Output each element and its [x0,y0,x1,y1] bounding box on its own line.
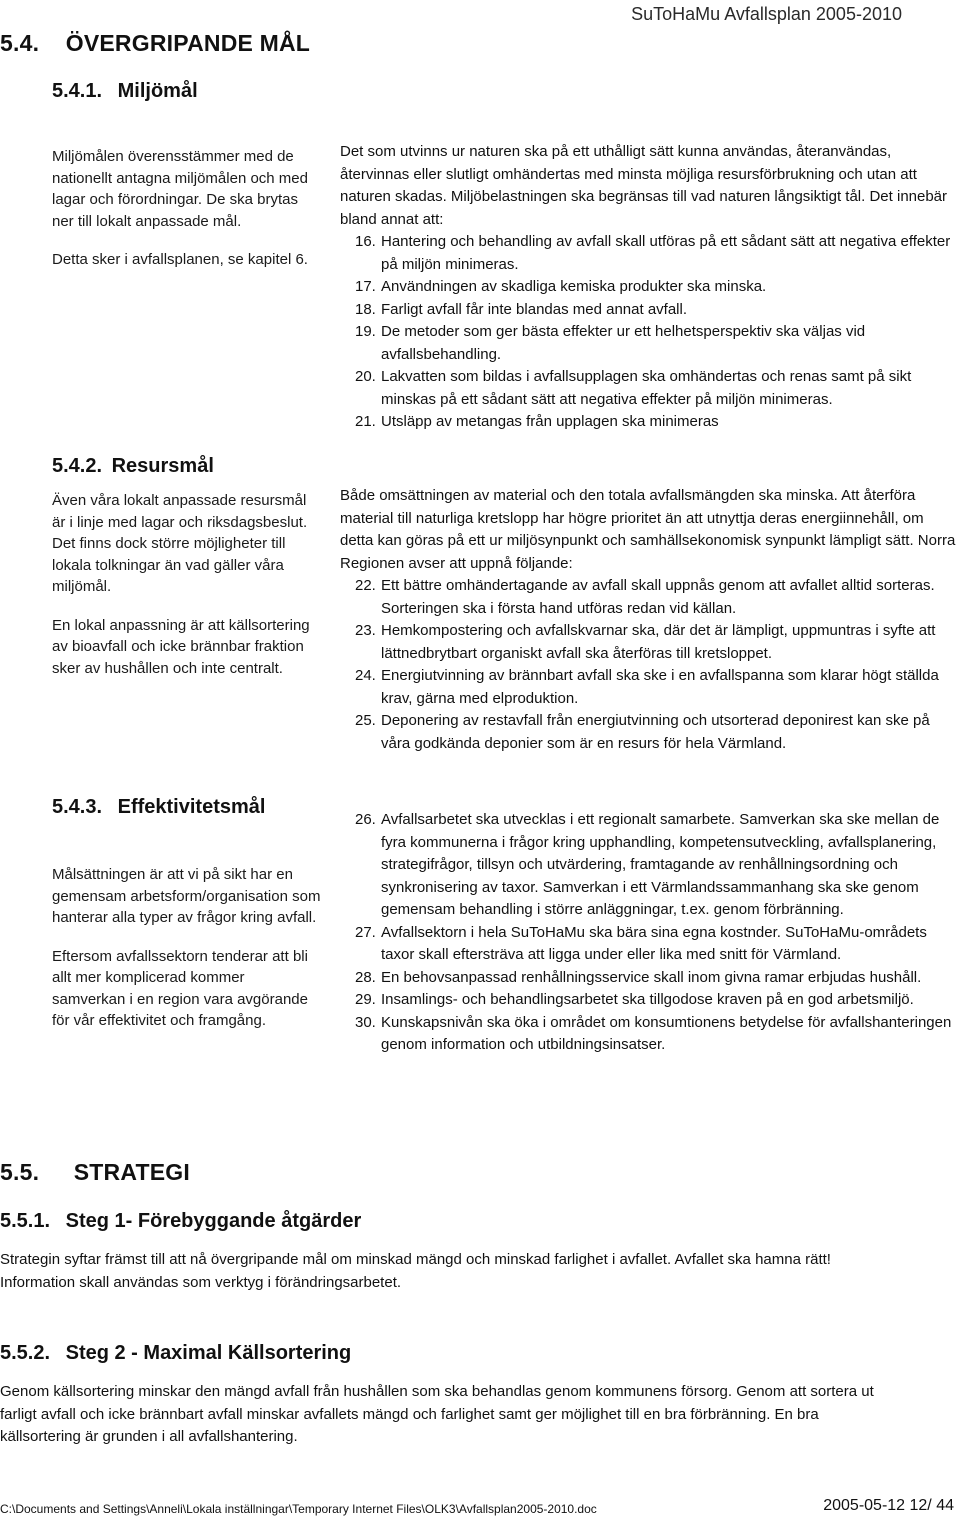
body-5-4-2 [340,485,956,755]
body-paragraph: Det som utvinns ur naturen ska på ett uthålligt sätt kunna användas, återanvändas, återvinnas eller slutligt omhändertas med minsta möjliga resursförbrukning och utan att naturen skadas. Miljöbelastningen ska begränsas till vad naturen långsiktigt tål. Det innebär bland annat att: [340,143,948,228]
item-text: De metoder som ger bästa effekter ur ett helhetsperspektiv ska väljas vid avfallsbehandling. [381,323,866,363]
sidebar-paragraph: Även våra lokalt anpassade resursmål är i linje med lagar och riksdagsbeslut. Det finns dock större möjligheter till lokala tolkningar än vad gäller våra miljömål. [52,492,308,595]
item-text: Utsläpp av metangas från upplagen ska minimeras [381,413,719,430]
item-text: Användningen av skadliga kemiska produkter ska minska. [381,278,767,295]
section-title: STRATEGI [73,1159,190,1185]
item-number: 25. [355,712,376,729]
item-number: 19. [355,323,376,340]
list-item [340,411,956,434]
list-item [340,710,956,755]
item-number: 24. [355,667,376,684]
item-text: En behovsanpassad renhållningsservice skall inom givna ramar erbjudas hushåll. [381,968,922,986]
item-number: 22. [355,577,376,594]
section-number: 5.5.1. [0,1210,51,1232]
item-number: 17. [355,278,376,295]
list-item [340,967,956,990]
section-title: Steg 1- Förebyggande åtgärder [65,1210,362,1232]
section-title: Steg 2 - Maximal Källsortering [65,1342,352,1364]
list-item [340,809,956,922]
sidebar-note-5-4-1 [52,146,316,288]
body-5-5-2: Genom källsortering minskar den mängd avfall från hushållen som ska behandlas genom kommunens försorg. Genom att sortera ut farligt avfall och icke brännbart avfall minskar avfallets mängd och farlighet samt ger möjlighet till en bra förbränning. En bra källsortering är grunden i all avfallshantering. [0,1383,874,1445]
list-item [340,620,956,665]
list-item [340,366,956,411]
section-title: Resursmål [111,455,214,477]
item-text: Hantering och behandling av avfall skall utföras på ett sådant sätt att negativa effekter på miljön minimeras. [381,233,951,273]
section-5-4-3-heading [52,796,265,819]
body-5-4-1 [340,141,956,434]
goal-list [340,231,956,434]
goal-list [340,575,956,755]
section-5-4-2-heading [52,455,214,478]
section-title: Effektivitetsmål [117,796,266,818]
item-number: 29. [355,991,376,1008]
running-header: SuToHaMu Avfallsplan 2005-2010 [631,4,902,24]
list-item [340,321,956,366]
section-title: Miljömål [117,80,198,102]
list-item [340,276,956,299]
sidebar-note-5-4-2 [52,490,320,696]
section-number: 5.4.1. [52,80,103,102]
section-number: 5.5.2. [0,1342,51,1364]
item-text: Kunskapsnivån ska öka i området om konsumtionens betydelse för avfallshanteringen genom information och utbildningsinsatser. [381,1013,952,1053]
list-item [340,231,956,276]
item-number: 21. [355,413,376,430]
section-5-4-heading [0,30,310,57]
section-5-5-2-heading [0,1342,351,1365]
item-text: Insamlings- och behandlingsarbetet ska tillgodose kraven på en god arbetsmiljö. [381,991,914,1008]
item-text: Farligt avfall får inte blandas med annat avfall. [381,300,687,318]
list-item [340,989,956,1012]
footer-date-page: 2005-05-12 12/ 44 [823,1497,954,1514]
list-item [340,1012,956,1057]
body-5-4-3 [340,809,956,1057]
section-title: ÖVERGRIPANDE MÅL [65,30,311,56]
body-5-5-1: Strategin syftar främst till att nå övergripande mål om minskad mängd och minskad farlighet i avfallet. Avfallet ska hamna rätt! Information skall användas som verktyg i förändringsarbetet. [0,1251,831,1291]
section-number: 5.4. [0,30,40,56]
section-5-4-1-heading [52,80,198,103]
item-number: 30. [355,1013,376,1031]
footer-file-path: C:\Documents and Settings\Anneli\Lokala inställningar\Temporary Internet Files\OLK3\Avfallsplan2005-2010.doc [0,1502,597,1516]
sidebar-paragraph: En lokal anpassning är att källsortering av bioavfall och icke brännbar fraktion sker av hushållen och inte centralt. [52,616,310,677]
item-text: Lakvatten som bildas i avfallsupplagen ska omhändertas och renas samt på sikt minskas på ett sådant sätt att negativa effekter på miljön minimeras. [381,368,912,408]
list-item [340,922,956,967]
section-number: 5.5. [0,1159,40,1185]
sidebar-paragraph: Detta sker i avfallsplanen, se kapitel 6. [52,251,308,268]
item-text: Energiutvinning av brännbart avfall ska ske i en avfallspanna som klarar högt ställda krav, gärna med elproduktion. [381,667,939,707]
sidebar-note-5-4-3 [52,864,322,1049]
item-text: Deponering av restavfall från energiutvinning och utsorterad deponirest kan ske på våra godkända deponier som är en resurs för hela Värmland. [381,712,930,752]
body-paragraph: Både omsättningen av material och den totala avfallsmängden ska minska. Att återföra material till naturliga kretslopp har högre prioritet än att utnyttja deras energiinnehåll, om detta kan göras på ett ur miljösynpunkt och samhällsekonomisk synpunkt lämpligt sätt. Norra Regionen avser att uppnå följande: [340,487,956,572]
section-number: 5.4.3. [52,796,103,818]
item-number: 20. [355,368,376,385]
list-item [340,575,956,620]
item-number: 18. [355,300,376,318]
list-item [340,299,956,322]
item-number: 28. [355,968,376,986]
sidebar-paragraph: Eftersom avfallssektorn tenderar att bli allt mer komplicerad kommer samverkan i en region vara avgörande för vår effektivitet och framgång. [52,947,308,1029]
item-text: Avfallsektorn i hela SuToHaMu ska bära sina egna kostnder. SuToHaMu-områdets taxor skall eftersträva att ligga under eller lika med snitt för Värmland. [381,923,927,963]
item-text: Avfallsarbetet ska utvecklas i ett regionalt samarbete. Samverkan ska ske mellan de fyra kommunerna i frågor kring upphandling, kompetensutveckling, avfallsplanering, strategifrågor, tillsyn och utvärdering, framtagande av renhållningsordning och synkronisering av taxor. Samverkan i ett Värmlandssammanhang ska ske genom gemensam behandling i större anläggningar, t.ex. genom förbränning. [381,811,940,918]
item-number: 26. [355,811,376,828]
item-number: 23. [355,622,376,639]
item-text: Ett bättre omhändertagande av avfall skall uppnås genom att avfallet alltid sorteras. Sorteringen ska i första hand utföras redan vid källan. [381,577,935,617]
section-number: 5.4.2. [52,455,103,477]
item-text: Hemkompostering och avfallskvarnar ska, där det är lämpligt, uppmuntras i syfte att lättnedbrytbart organiskt avfall ska återföras till kretsloppet. [381,622,936,662]
sidebar-paragraph: Målsättningen är att vi på sikt har en gemensam arbetsform/organisation som hanterar alla typer av frågor kring avfall. [52,866,321,926]
sidebar-paragraph: Miljömålen överensstämmer med de nationellt antagna miljömålen och med lagar och förordningar. De ska brytas ner till lokalt anpassade mål. [52,148,308,230]
item-number: 16. [355,233,376,250]
section-5-5-1-heading [0,1210,361,1233]
section-5-5-heading [0,1159,190,1186]
item-number: 27. [355,923,376,941]
goal-list [340,809,956,1057]
list-item [340,665,956,710]
